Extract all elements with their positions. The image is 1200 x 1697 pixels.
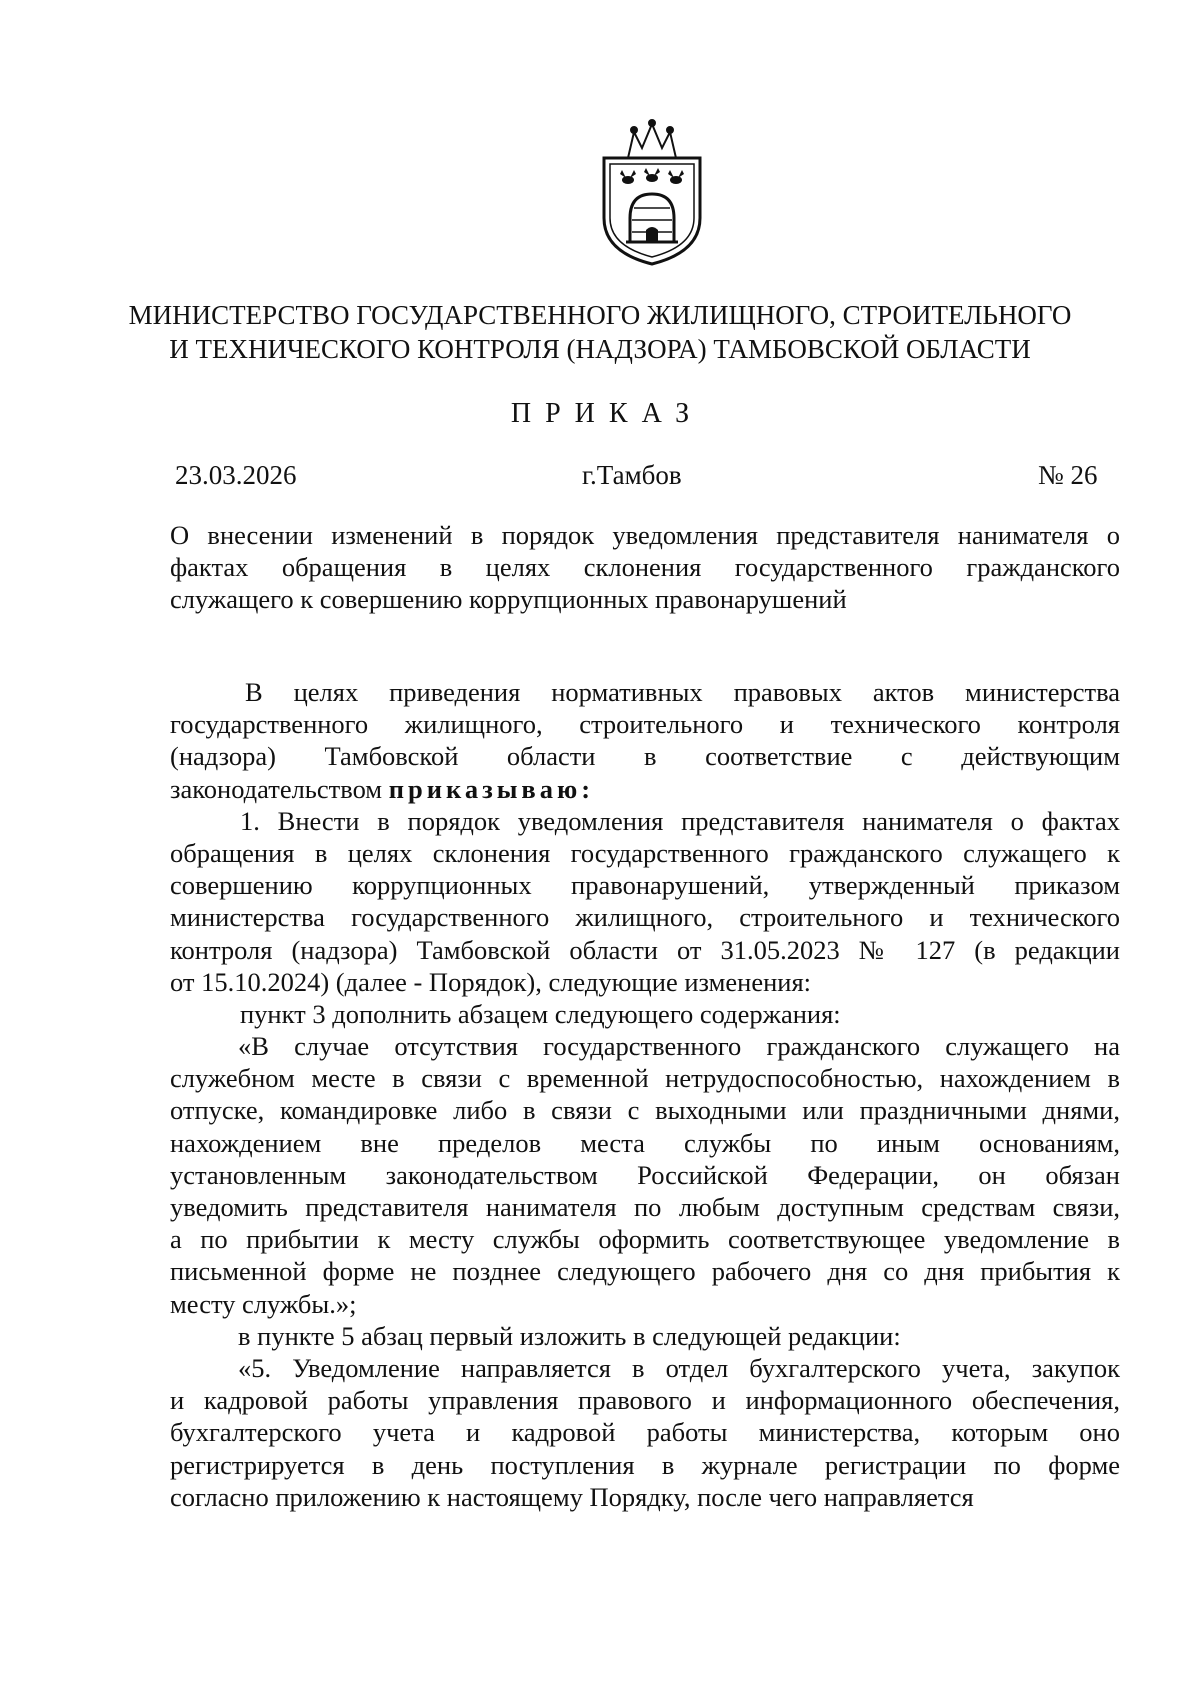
document-city: г.Тамбов bbox=[582, 460, 682, 490]
quote2-line: и кадровой работы управления правового и информационного обеспечения, bbox=[170, 1385, 1120, 1416]
intro-last-line bbox=[170, 773, 1120, 805]
item1-line: 1. Внести в порядок уведомления представителя нанимателя о фактах bbox=[240, 805, 1120, 836]
order-keyword: приказываю: bbox=[388, 773, 595, 804]
quote2-line: согласно приложению к настоящему Порядку, после чего направляется bbox=[170, 1481, 974, 1512]
item1-line: совершению коррупционных правонарушений, утвержденный приказом bbox=[170, 870, 1120, 901]
item1-line: обращения в целях склонения государственного гражданского служащего к bbox=[170, 837, 1120, 868]
document-number: № 26 bbox=[1038, 460, 1098, 490]
item1-line: от 15.10.2024) (далее - Порядок), следующие изменения: bbox=[170, 966, 812, 997]
quote1-line: а по прибытии к месту службы оформить соответствующее уведомление в bbox=[170, 1224, 1120, 1255]
quote1-line: отпуске, командировке либо в связи с выходными или праздничными днями, bbox=[170, 1095, 1120, 1126]
quote1-line: месту службы.»; bbox=[170, 1288, 357, 1319]
quote1-line: установленным законодательством Российской Федерации, он обязан bbox=[170, 1159, 1120, 1190]
quote1-line: служебном месте в связи с временной нетрудоспособностью, нахождением в bbox=[170, 1063, 1120, 1094]
item1-line: контроля (надзора) Тамбовской области от 31.05.2023 № 127 (в редакции bbox=[170, 934, 1120, 965]
intro-line: государственного жилищного, строительного и технического контроля bbox=[170, 709, 1120, 740]
subject-line: фактах обращения в целях склонения государственного гражданского bbox=[170, 552, 1120, 582]
quote2-line: бухгалтерского учета и кадровой работы министерства, которым оно bbox=[170, 1417, 1120, 1448]
intro-line: (надзора) Тамбовской области в соответствие с действующим bbox=[170, 741, 1120, 772]
intro-line: В целях приведения нормативных правовых актов министерства bbox=[245, 677, 1120, 707]
quote1-line: письменной форме не позднее следующего рабочего дня со дня прибытия к bbox=[170, 1256, 1120, 1287]
point5-line: в пункте 5 абзац первый изложить в следующей редакции: bbox=[238, 1320, 901, 1351]
ministry-name-line-1: МИНИСТЕРСТВО ГОСУДАРСТВЕННОГО ЖИЛИЩНОГО, СТРОИТЕЛЬНОГО bbox=[128, 300, 1072, 330]
ministry-name-line-2: И ТЕХНИЧЕСКОГО КОНТРОЛЯ (НАДЗОРА) ТАМБОВСКОЙ ОБЛАСТИ bbox=[169, 334, 1031, 364]
subject-line: О внесении изменений в порядок уведомления представителя нанимателя о bbox=[170, 520, 1120, 550]
quote2-line: «5. Уведомление направляется в отдел бухгалтерского учета, закупок bbox=[238, 1352, 1120, 1383]
document-body bbox=[170, 676, 1120, 1513]
coat-of-arms-emblem bbox=[590, 118, 715, 268]
intro-last-text: законодательством bbox=[170, 773, 383, 804]
document-date: 23.03.2026 bbox=[175, 460, 297, 490]
point3-line: пункт 3 дополнить абзацем следующего содержания: bbox=[240, 998, 841, 1029]
quote1-line: «В случае отсутствия государственного гражданского служащего на bbox=[238, 1031, 1120, 1062]
document-type-heading: ПРИКАЗ bbox=[510, 398, 704, 429]
quote2-line: регистрируется в день поступления в журнале регистрации по форме bbox=[170, 1449, 1120, 1480]
document-subject bbox=[170, 519, 1120, 615]
quote1-line: уведомить представителя нанимателя по любым доступным средствам связи, bbox=[170, 1192, 1120, 1222]
ministry-name bbox=[100, 298, 1100, 366]
item1-line: министерства государственного жилищного, строительного и технического bbox=[170, 902, 1120, 933]
subject-line: служащего к совершению коррупционных правонарушений bbox=[170, 584, 847, 614]
quote1-line: нахождением вне пределов места службы по иным основаниям, bbox=[170, 1127, 1120, 1158]
